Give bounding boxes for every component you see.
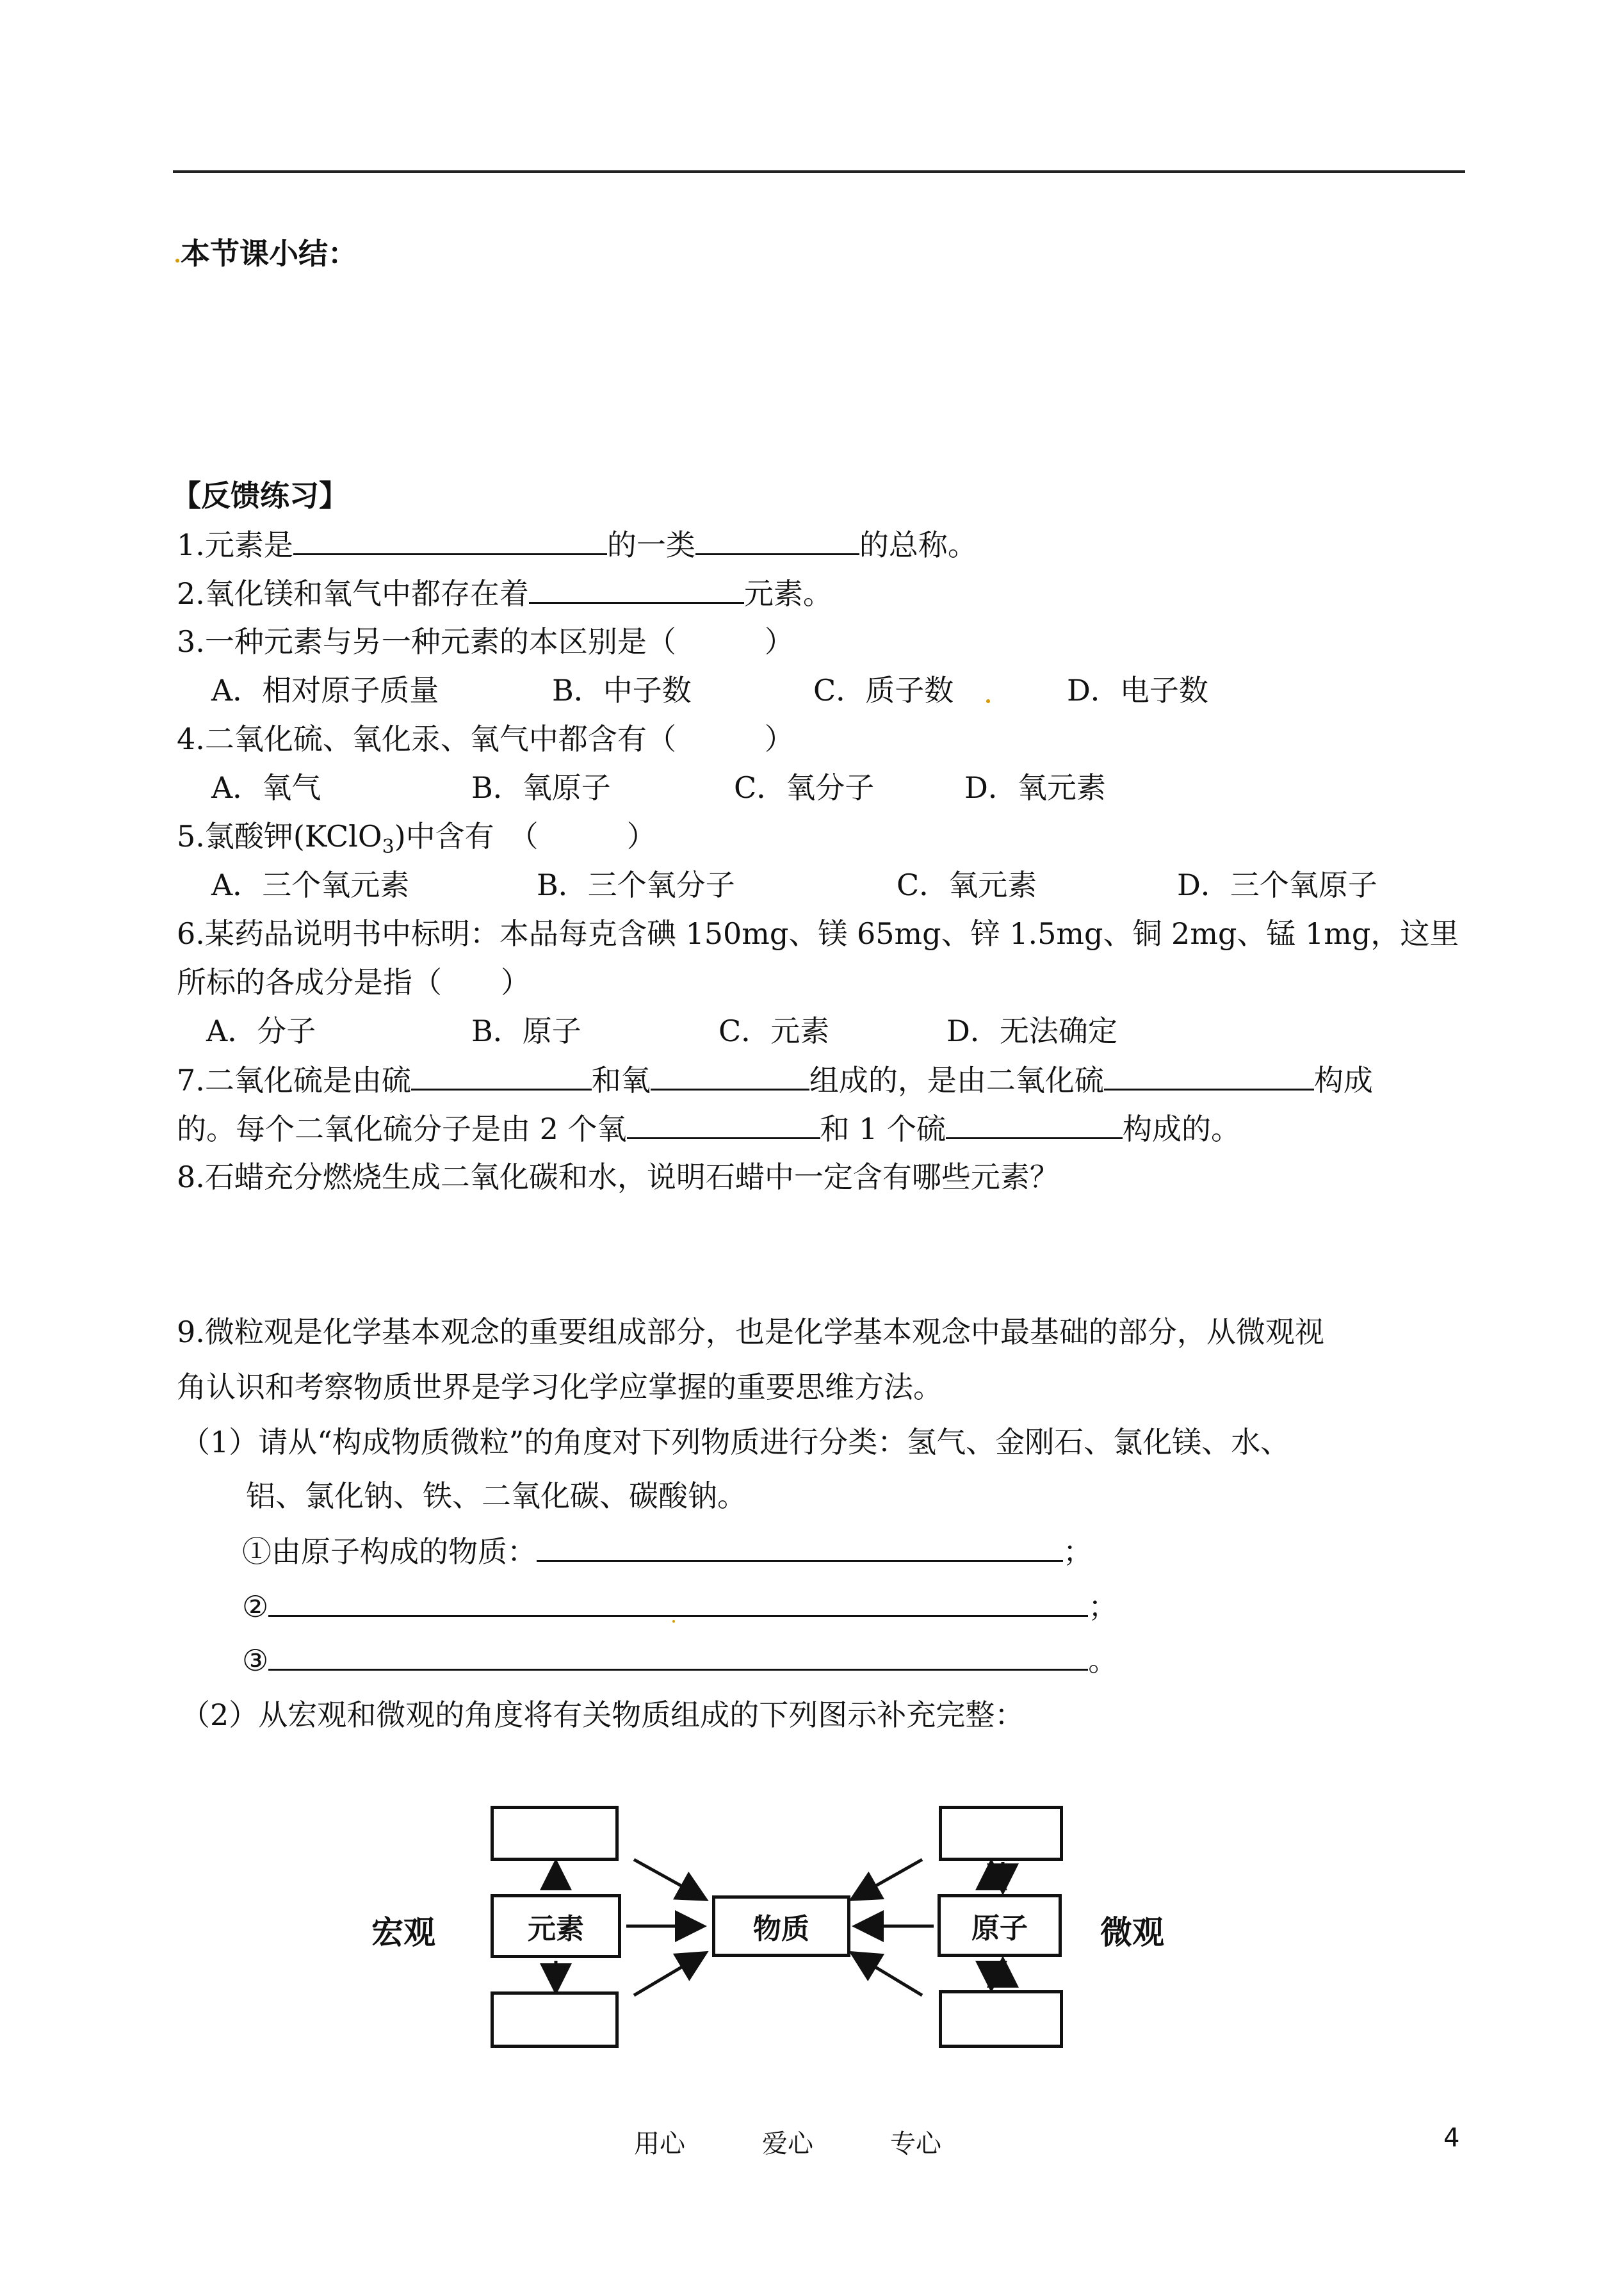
decorative-dot <box>672 1620 675 1623</box>
answer-blank[interactable] <box>1104 1060 1314 1091</box>
question-9-item2: ② ； <box>242 1587 1117 1626</box>
question-7-line1: 7.二氧化硫是由硫 和氧 组成的，是由二氧化硫 构成 <box>177 1060 1373 1099</box>
header-rule <box>173 170 1465 173</box>
answer-blank[interactable] <box>695 525 859 555</box>
footer-text: 爱心 <box>762 2129 813 2159</box>
question-4-option: C．氧分子 <box>734 770 875 805</box>
footer-text: 专心 <box>890 2129 941 2159</box>
question-5-option: C．氧元素 <box>897 868 1037 902</box>
question-3-option: B．中子数 <box>552 673 692 708</box>
footer-text: 用心 <box>634 2129 685 2159</box>
question-6-option: C．元素 <box>719 1014 830 1048</box>
summary-heading: 本节课小结： <box>181 236 357 271</box>
question-9-part2: （2）从宏观和微观的角度将有关物质组成的下列图示补充完整： <box>181 1698 1025 1732</box>
answer-blank[interactable] <box>946 1109 1123 1139</box>
macro-label: 宏观 <box>371 1914 435 1951</box>
element-box: 元素 <box>491 1894 621 1958</box>
macro-top-blank-box[interactable] <box>491 1806 619 1861</box>
substance-box: 物质 <box>712 1895 850 1957</box>
question-6-line2: 所标的各成分是指（ ） <box>177 965 530 1000</box>
question-3-option: A．相对原子质量 <box>211 673 439 708</box>
question-6-line1: 6.某药品说明书中标明：本品每克含碘 150mg、镁 65mg、锌 1.5mg、铜 2mg、锰 1mg，这里 <box>177 916 1459 951</box>
decorative-dot <box>986 699 990 703</box>
question-5-stem: 5.氯酸钾(KClO$_3$)中含有 （ ） <box>177 819 656 859</box>
question-9-line1: 9.微粒观是化学基本观念的重要组成部分，也是化学基本观念中最基础的部分，从微观视 <box>177 1315 1324 1349</box>
answer-blank[interactable] <box>293 525 607 555</box>
answer-blank[interactable] <box>627 1109 820 1139</box>
question-9-line2: 角认识和考察物质世界是学习化学应掌握的重要思维方法。 <box>177 1370 943 1404</box>
question-4-option: D．氧元素 <box>964 770 1106 805</box>
question-2: 2.氧化镁和氧气中都存在着 元素。 <box>177 574 832 613</box>
question-9-item3: ③ 。 <box>242 1641 1117 1680</box>
question-9-part1-line2: 铝、氯化钠、铁、二氧化碳、碳酸钠。 <box>246 1479 747 1513</box>
question-4-option: B．氧原子 <box>471 770 611 805</box>
question-6-option: B．原子 <box>471 1014 581 1048</box>
question-9-item1: ①由原子构成的物质： ； <box>242 1532 1092 1571</box>
page-number: 4 <box>1443 2123 1460 2153</box>
micro-bottom-blank-box[interactable] <box>939 1990 1063 2048</box>
question-3-option: D．电子数 <box>1067 673 1208 708</box>
macro-bottom-blank-box[interactable] <box>491 1991 619 2048</box>
question-1: 1.元素是 的一类 的总称。 <box>177 525 977 564</box>
question-5-option: B．三个氧分子 <box>537 868 735 902</box>
answer-blank[interactable] <box>268 1641 1088 1671</box>
question-8: 8.石蜡充分燃烧生成二氧化碳和水，说明石蜡中一定含有哪些元素？ <box>177 1160 1059 1194</box>
answer-blank[interactable] <box>411 1060 592 1091</box>
decorative-dot <box>175 259 179 263</box>
question-3-option: C．质子数 <box>813 673 954 708</box>
feedback-heading: 【反馈练习】 <box>172 478 348 513</box>
answer-blank[interactable] <box>537 1532 1063 1562</box>
question-4-option: A．氧气 <box>211 770 321 805</box>
question-6-option: A．分子 <box>206 1014 316 1048</box>
answer-blank[interactable] <box>529 574 744 604</box>
micro-top-blank-box[interactable] <box>939 1806 1063 1861</box>
question-5-option: D．三个氧原子 <box>1177 868 1377 902</box>
answer-blank[interactable] <box>268 1587 1088 1617</box>
answer-blank[interactable] <box>651 1060 809 1091</box>
atom-box: 原子 <box>938 1894 1062 1957</box>
question-3-stem: 3.一种元素与另一种元素的本区别是（ ） <box>177 624 794 659</box>
question-6-option: D．无法确定 <box>946 1014 1117 1048</box>
question-5-option: A．三个氧元素 <box>211 868 410 902</box>
micro-label: 微观 <box>1100 1914 1164 1951</box>
question-7-line2: 的。每个二氧化硫分子是由 2 个氧 和 1 个硫 构成的。 <box>177 1109 1240 1148</box>
question-4-stem: 4.二氧化硫、氧化汞、氧气中都含有（ ） <box>177 722 794 756</box>
question-9-part1-line1: （1）请从“构成物质微粒”的角度对下列物质进行分类：氢气、金刚石、氯化镁、水、 <box>181 1425 1290 1459</box>
